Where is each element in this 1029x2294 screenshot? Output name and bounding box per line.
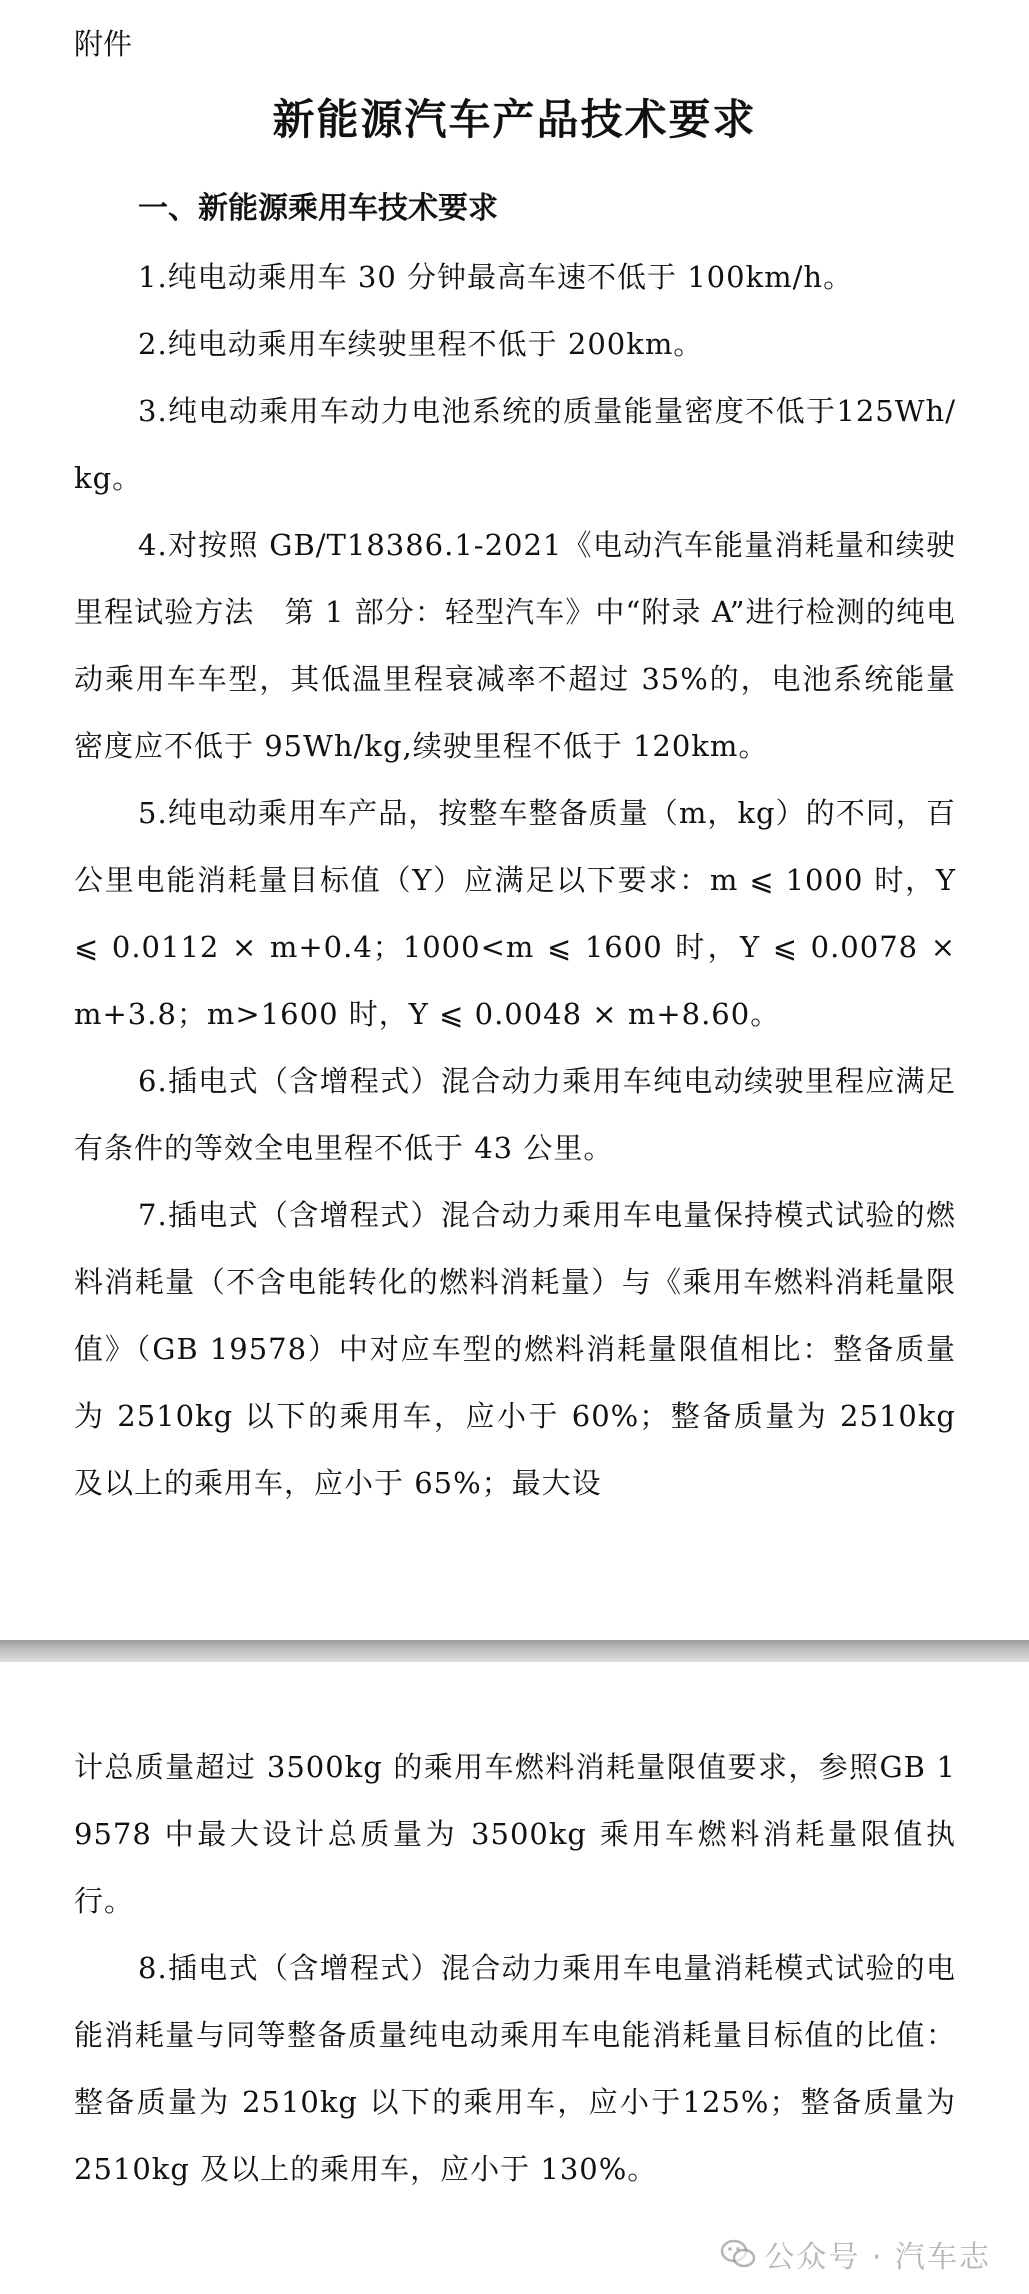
requirement-paragraph-6: 6.插电式（含增程式）混合动力乘用车纯电动续驶里程应满足有条件的等效全电里程不低于 43 公里。: [74, 1064, 956, 1165]
attachment-label: 附件: [74, 27, 133, 61]
requirement-paragraph-4: 4.对按照 GB/T18386.1-2021《电动汽车能量消耗量和续驶里程试验方法 第 1 部分：轻型汽车》中“附录 A”进行检测的纯电动乘用车车型，其低温里程衰减率不超过 35%的，电池系统能量密度应不低于 95Wh/kg,续驶里程不低于 120km。: [74, 528, 956, 763]
requirement-paragraph-1: 1.纯电动乘用车 30 分钟最高车速不低于 100km/h。: [138, 260, 854, 294]
page-1-body: [74, 244, 956, 1517]
requirement-paragraph-8: 8.插电式（含增程式）混合动力乘用车电量消耗模式试验的电能消耗量与同等整备质量纯电动乘用车电能消耗量目标值的比值：整备质量为 2510kg 以下的乘用车，应小于125%；整备质量为 2510kg 及以上的乘用车，应小于 130%。: [74, 1951, 956, 2186]
requirement-paragraph-3: 3.纯电动乘用车动力电池系统的质量能量密度不低于125Wh/kg。: [74, 394, 956, 495]
requirement-paragraph-5: 5.纯电动乘用车产品，按整车整备质量（m，kg）的不同，百公里电能消耗量目标值（Y）应满足以下要求：m ⩽ 1000 时，Y ⩽ 0.0112 × m+0.4；1000<m ⩽ 1600 时，Y ⩽ 0.0078 × m+3.8；m>1600 时，Y ⩽ 0.0048 × m+8.60。: [74, 796, 956, 1031]
requirement-paragraph-7-continued: 计总质量超过 3500kg 的乘用车燃料消耗量限值要求，参照GB 19578 中最大设计总质量为 3500kg 乘用车燃料消耗量限值执行。: [74, 1750, 956, 1918]
requirement-paragraph-2: 2.纯电动乘用车续驶里程不低于 200km。: [138, 327, 704, 361]
page-2-body: [74, 1734, 956, 2203]
document-page-2: [0, 1662, 1029, 2294]
wechat-icon: [720, 2239, 756, 2269]
page-divider: [0, 1640, 1029, 1662]
section-heading: 一、新能源乘用车技术要求: [138, 191, 498, 226]
requirement-paragraph-7: 7.插电式（含增程式）混合动力乘用车电量保持模式试验的燃料消耗量（不含电能转化的燃料消耗量）与《乘用车燃料消耗量限值》（GB 19578）中对应车型的燃料消耗量限值相比：整备质量为 2510kg 以下的乘用车，应小于 60%；整备质量为 2510kg 及以上的乘用车，应小于 65%；最大设: [74, 1198, 956, 1500]
document-title: 新能源汽车产品技术要求: [272, 95, 757, 144]
watermark: [720, 2232, 991, 2276]
watermark-text: 公众号 · 汽车志: [764, 2240, 991, 2275]
